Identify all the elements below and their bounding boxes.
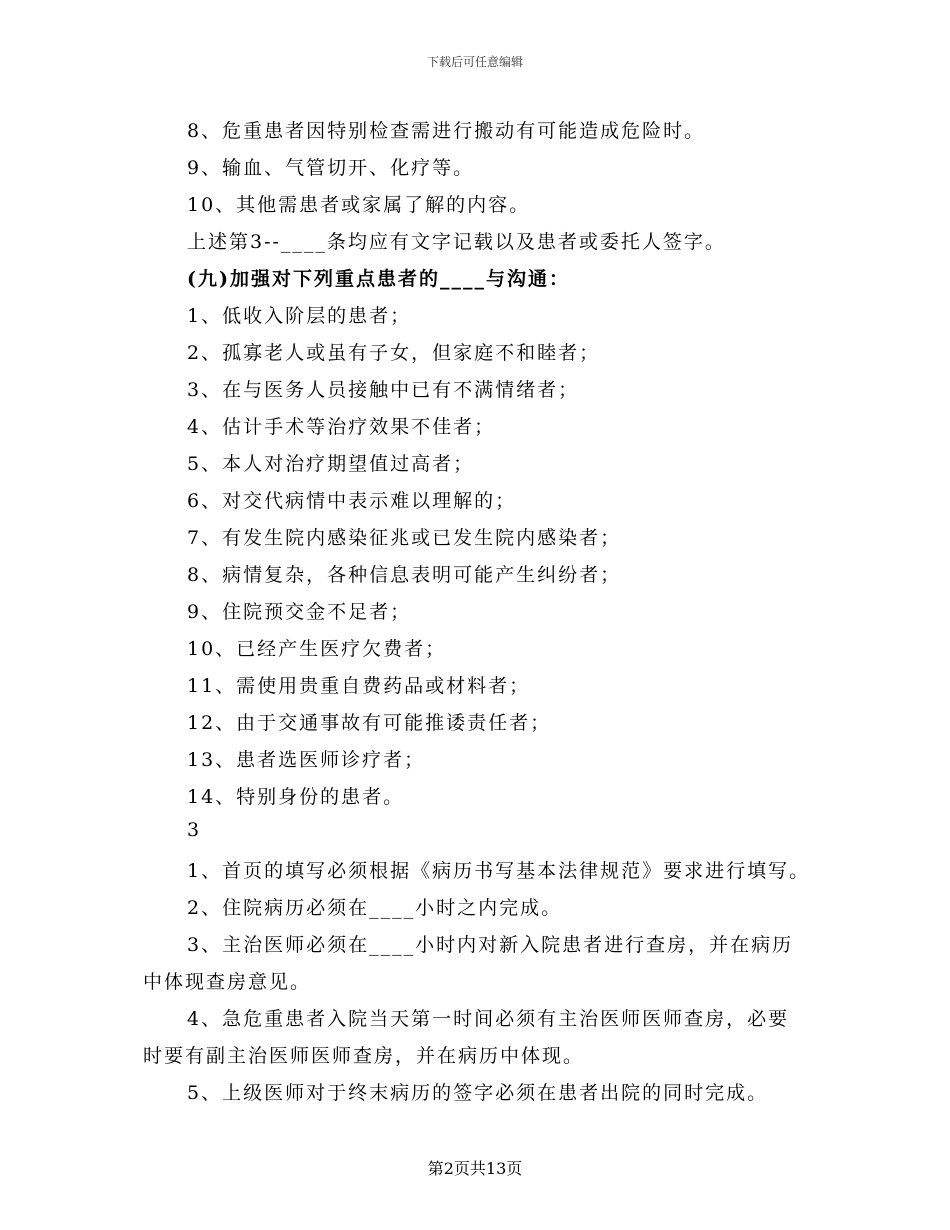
list-item: 9、输血、气管切开、化疗等。 bbox=[187, 157, 475, 179]
list-item-continuation: 中体现查房意见。 bbox=[143, 971, 312, 993]
list-item: 3、主治医师必须在____小时内对新入院患者进行查房，并在病历 bbox=[187, 934, 794, 956]
list-item: 10、已经产生医疗欠费者； bbox=[187, 638, 447, 660]
list-item: 5、本人对治疗期望值过高者； bbox=[187, 453, 475, 475]
list-item: 10、其他需患者或家属了解的内容。 bbox=[187, 194, 531, 216]
list-item: 2、住院病历必须在____小时之内完成。 bbox=[187, 897, 563, 919]
list-item: 9、住院预交金不足者； bbox=[187, 601, 412, 623]
paragraph: 上述第3--____条均应有文字记载以及患者或委托人签字。 bbox=[187, 231, 726, 253]
list-item: 1、低收入阶层的患者； bbox=[187, 305, 412, 327]
list-item: 7、有发生院内感染征兆或已发生院内感染者； bbox=[187, 527, 622, 549]
list-item-continuation: 时要有副主治医师医师查房，并在病历中体现。 bbox=[143, 1045, 585, 1067]
list-item: 13、患者选医师诊疗者； bbox=[187, 749, 426, 771]
list-item: 12、由于交通事故有可能推诿责任者； bbox=[187, 712, 552, 734]
list-item: 8、危重患者因特别检查需进行搬动有可能造成危险时。 bbox=[187, 120, 706, 142]
page-footer: 第2页共13页 bbox=[427, 1159, 523, 1178]
list-item: 8、病情复杂，各种信息表明可能产生纠纷者； bbox=[187, 564, 622, 586]
list-item: 6、对交代病情中表示难以理解的； bbox=[187, 490, 517, 512]
page-header: 下载后可任意编辑 bbox=[426, 55, 523, 69]
list-item: 3、在与医务人员接触中已有不满情绪者； bbox=[187, 379, 580, 401]
list-item: 5、上级医师对于终末病历的签字必须在患者出院的同时完成。 bbox=[187, 1082, 769, 1104]
list-item: 2、孤寡老人或虽有子女，但家庭不和睦者； bbox=[187, 342, 601, 364]
list-item: 4、估计手术等治疗效果不佳者； bbox=[187, 416, 496, 438]
section-heading: (九)加强对下列重点患者的____与沟通： bbox=[187, 268, 570, 290]
list-item: 1、首页的填写必须根据《病历书写基本法律规范》要求进行填写。 bbox=[187, 860, 811, 882]
list-item: 11、需使用贵重自费药品或材料者； bbox=[187, 675, 531, 697]
list-item: 4、急危重患者入院当天第一时间必须有主治医师医师查房，必要 bbox=[187, 1008, 790, 1030]
list-item: 14、特别身份的患者。 bbox=[187, 786, 405, 808]
section-number: 3 bbox=[187, 819, 202, 841]
